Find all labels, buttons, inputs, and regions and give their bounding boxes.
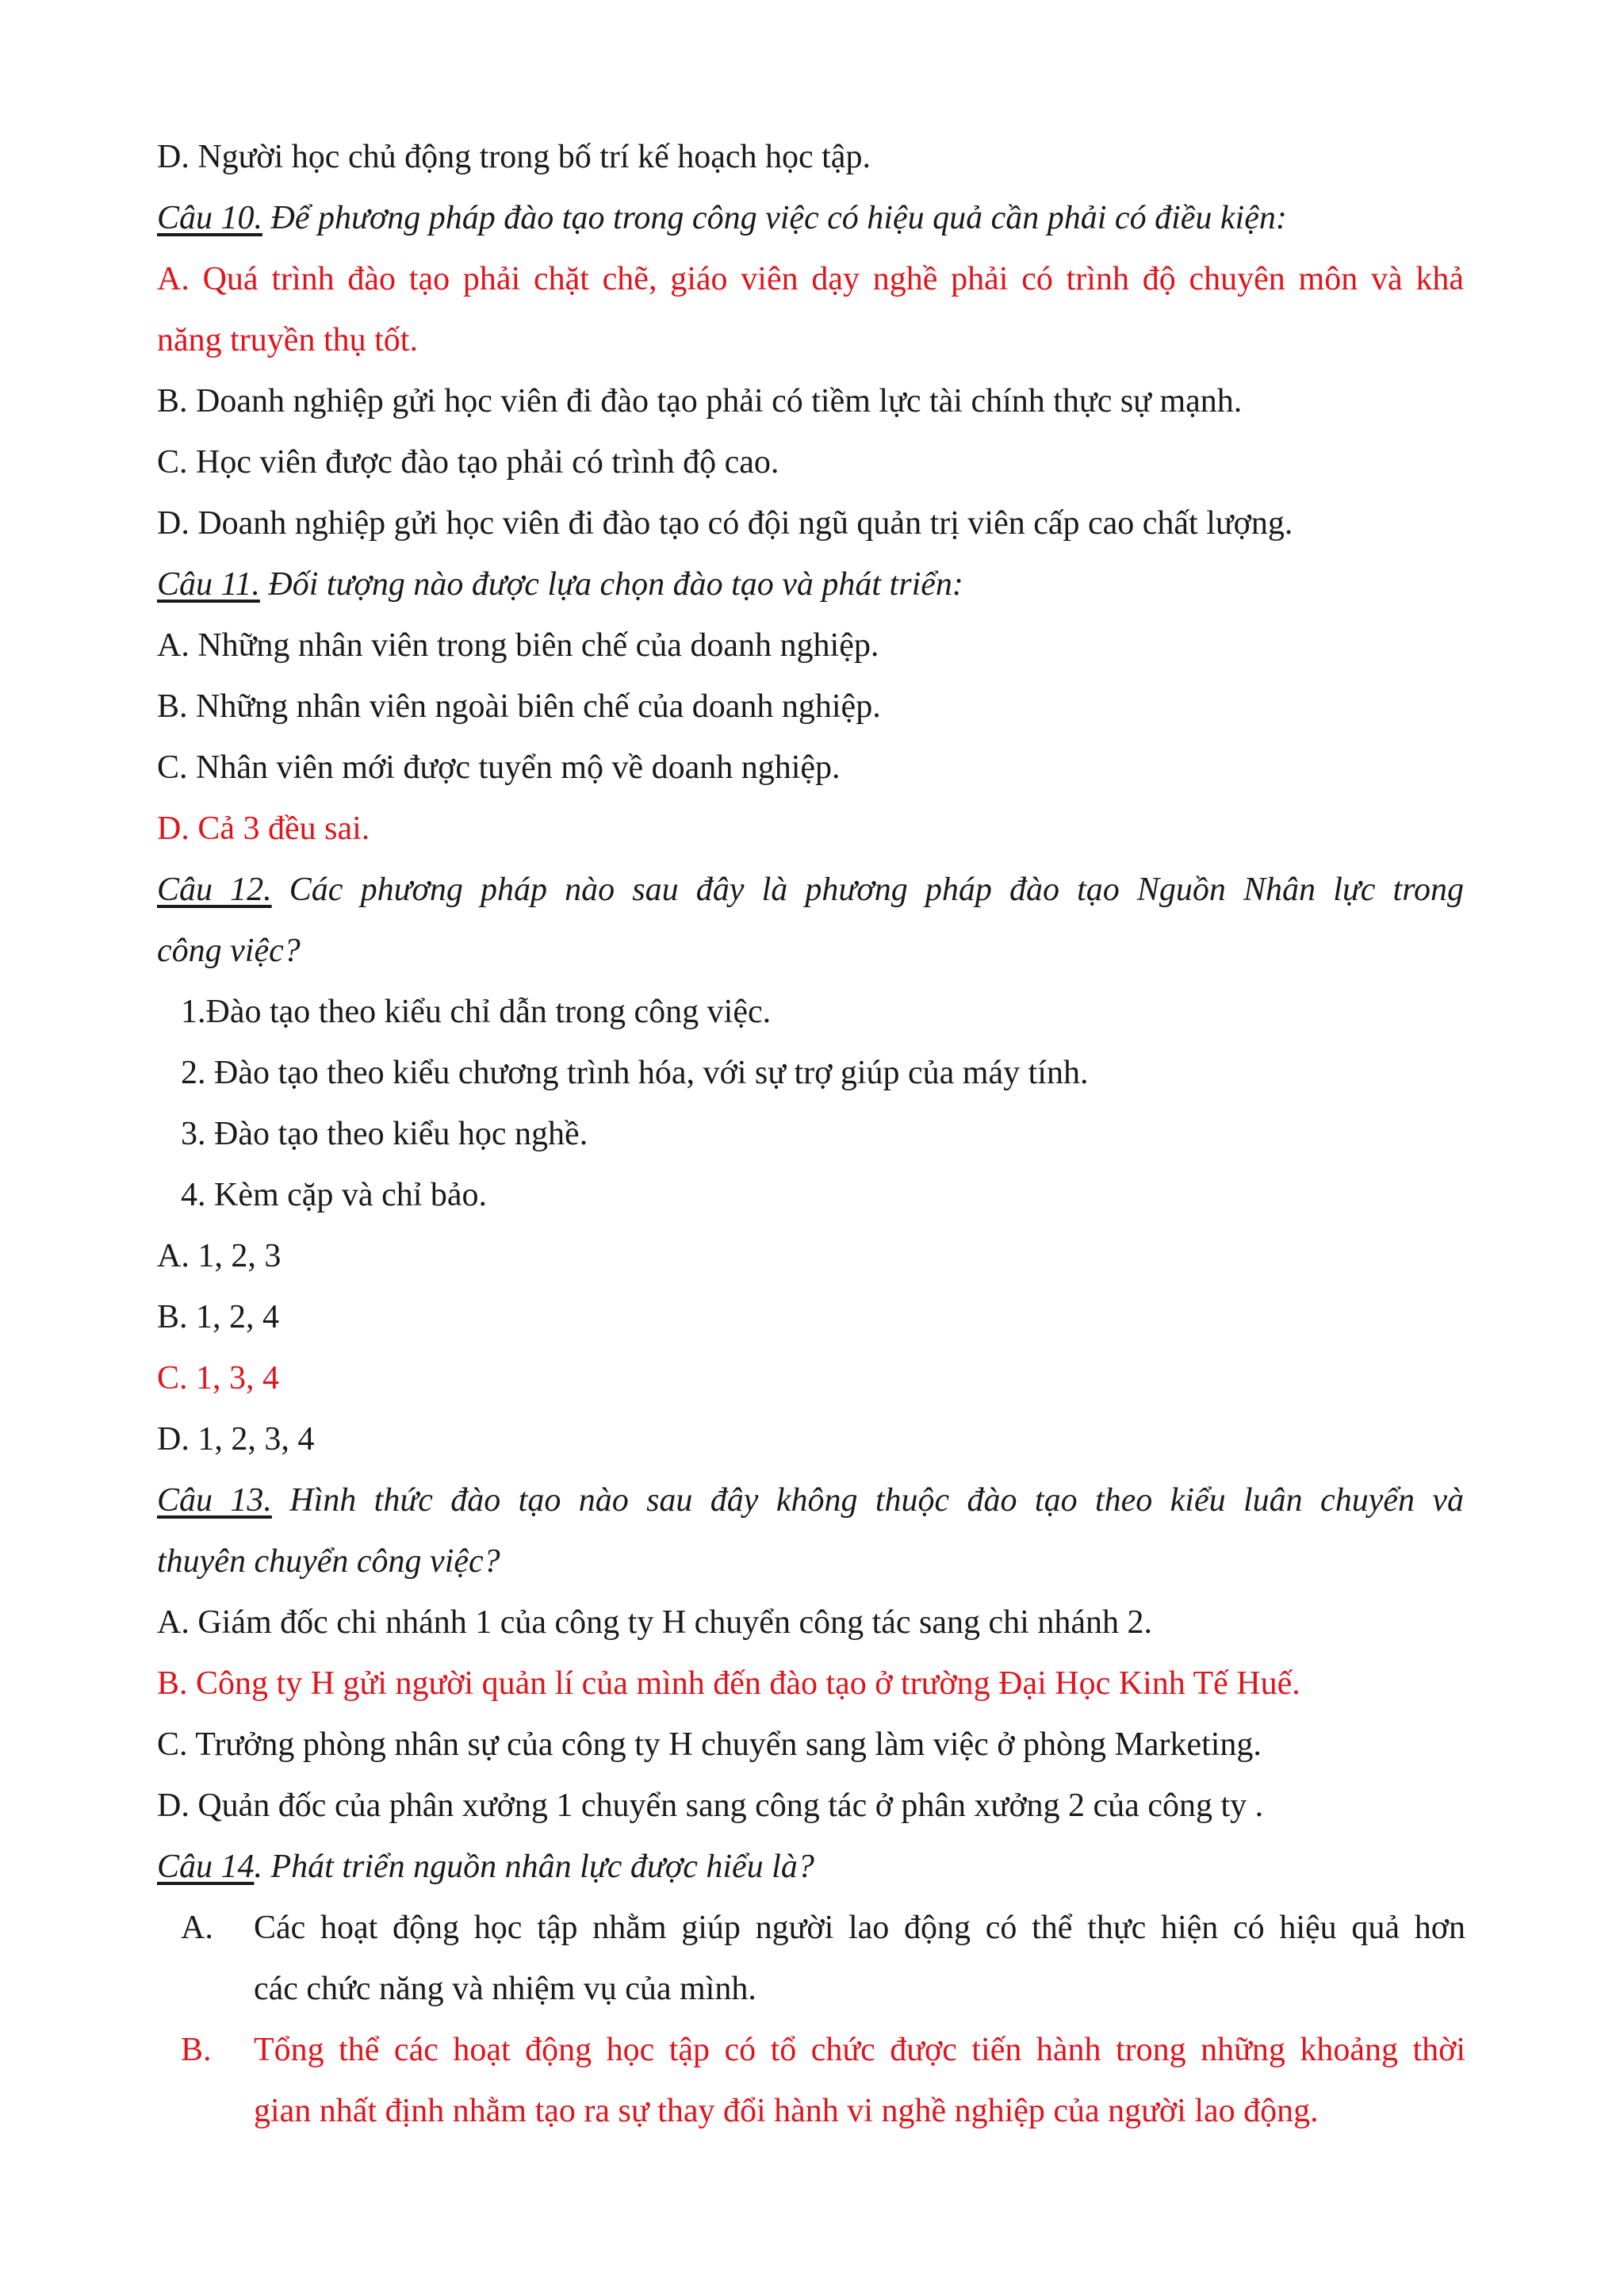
q9-option-d: D. Người học chủ động trong bố trí kế hoạch học tập.: [157, 139, 871, 175]
q10-option-a-line1: A. Quá trình đào tạo phải chặt chẽ, giáo viên dạy nghề phải có trình độ chuyên môn và khả: [157, 261, 1464, 297]
q13-text-line1: Hình thức đào tạo nào sau đây không thuộc đào tạo theo kiểu luân chuyển và: [271, 1482, 1465, 1519]
q12-item-2: 2. Đào tạo theo kiểu chương trình hóa, với sự trợ giúp của máy tính.: [181, 1055, 1089, 1091]
q13-option-a: A. Giám đốc chi nhánh 1 của công ty H chuyển công tác sang chi nhánh 2.: [157, 1604, 1152, 1641]
q11-text: Đối tượng nào được lựa chọn đào tạo và phát triển:: [259, 566, 963, 603]
q12-option-b: B. 1, 2, 4: [157, 1299, 280, 1335]
q12-text-line1: Các phương pháp nào sau đây là phương pháp đào tạo Nguồn Nhân lực trong: [271, 872, 1465, 908]
q11-number: Câu 11.: [157, 566, 260, 603]
q12-prompt-line2: công việc?: [157, 933, 301, 969]
q12-item-3: 3. Đào tạo theo kiểu học nghề.: [181, 1116, 588, 1152]
q14-option-a-label: A.: [181, 1910, 213, 1946]
q11-prompt: [157, 564, 963, 605]
q12-option-a: A. 1, 2, 3: [157, 1238, 282, 1274]
q11-option-b: B. Những nhân viên ngoài biên chế của doanh nghiệp.: [157, 688, 881, 725]
q11-option-a: A. Những nhân viên trong biên chế của doanh nghiệp.: [157, 627, 879, 664]
q13-number: Câu 13.: [157, 1482, 272, 1519]
q13-prompt-line2: thuyên chuyển công việc?: [157, 1543, 500, 1580]
q12-option-d: D. 1, 2, 3, 4: [157, 1421, 315, 1458]
q10-prompt: [157, 197, 1287, 239]
q10-option-b: B. Doanh nghiệp gửi học viên đi đào tạo phải có tiềm lực tài chính thực sự mạnh.: [157, 383, 1243, 420]
q13-option-d: D. Quản đốc của phân xưởng 1 chuyển sang công tác ở phân xưởng 2 của công ty .: [157, 1787, 1264, 1824]
q14-option-a-line2: các chức năng và nhiệm vụ của mình.: [254, 1971, 756, 2007]
q10-option-a-line2: năng truyền thụ tốt.: [157, 322, 418, 358]
q14-number: Câu 14: [157, 1849, 255, 1885]
q10-option-c: C. Học viên được đào tạo phải có trình độ cao.: [157, 444, 779, 481]
q10-option-d: D. Doanh nghiệp gửi học viên đi đào tạo có đội ngũ quản trị viên cấp cao chất lượng.: [157, 505, 1293, 542]
q10-text: Để phương pháp đào tạo trong công việc có hiệu quả cần phải có điều kiện:: [262, 200, 1287, 236]
q13-option-c: C. Trưởng phòng nhân sự của công ty H chuyển sang làm việc ở phòng Marketing.: [157, 1726, 1262, 1763]
q11-option-d: D. Cả 3 đều sai.: [157, 810, 370, 847]
q14-option-a-line1: Các hoạt động học tập nhằm giúp người lao động có thể thực hiện có hiệu quả hơn: [254, 1910, 1465, 1946]
q14-text: . Phát triển nguồn nhân lực được hiểu là?: [254, 1849, 814, 1885]
q14-option-b-line2: gian nhất định nhằm tạo ra sự thay đổi hành vi nghề nghiệp của người lao động.: [254, 2093, 1319, 2129]
q12-option-c: C. 1, 3, 4: [157, 1360, 280, 1397]
q13-prompt-line1: [157, 1480, 1464, 1521]
q10-number: Câu 10.: [157, 200, 263, 236]
q12-item-4: 4. Kèm cặp và chỉ bảo.: [181, 1177, 488, 1213]
q12-prompt-line1: [157, 869, 1464, 910]
q12-item-1: 1.Đào tạo theo kiểu chỉ dẫn trong công việc.: [181, 994, 772, 1030]
q14-prompt: [157, 1846, 814, 1887]
q14-option-b-line1: Tổng thể các hoạt động học tập có tổ chức được tiến hành trong những khoảng thời: [254, 2032, 1465, 2068]
q12-number: Câu 12.: [157, 872, 272, 908]
q11-option-c: C. Nhân viên mới được tuyển mộ về doanh nghiệp.: [157, 749, 841, 786]
q13-option-b: B. Công ty H gửi người quản lí của mình đến đào tạo ở trường Đại Học Kinh Tế Huế.: [157, 1665, 1300, 1702]
q14-option-b-label: B.: [181, 2032, 212, 2068]
